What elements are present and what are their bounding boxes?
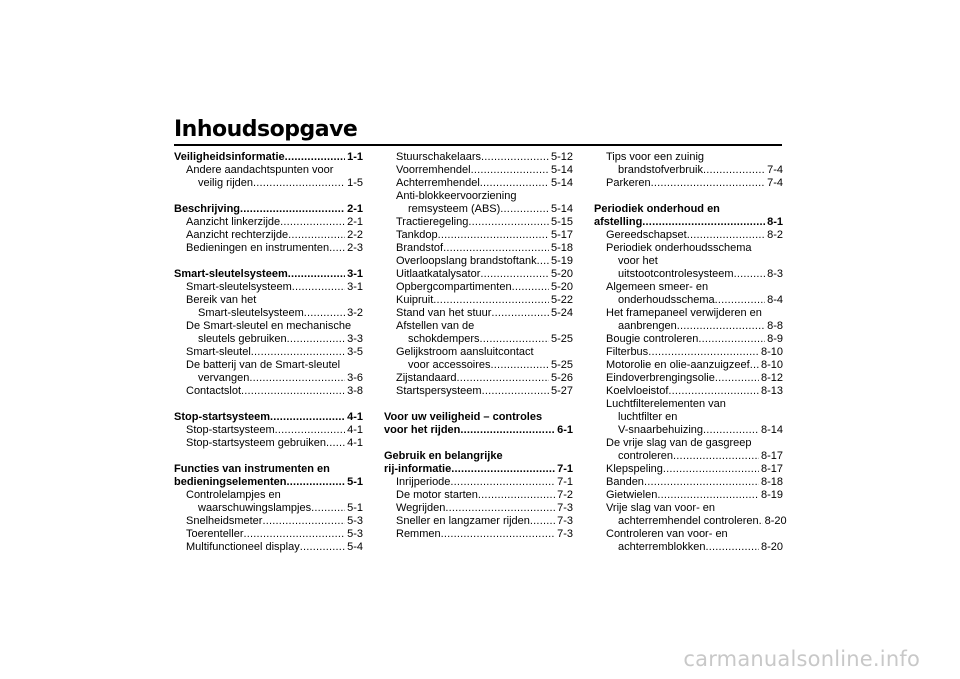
toc-entry[interactable]	[384, 372, 573, 385]
dot-leader	[300, 541, 345, 554]
toc-entry-text: aanbrengen	[618, 320, 677, 332]
toc-entry-text: rij-informatie	[384, 463, 452, 475]
toc-entry[interactable]	[174, 320, 363, 346]
dot-leader	[288, 229, 345, 242]
dot-leader	[262, 515, 345, 528]
toc-page-number: 3-8	[347, 385, 363, 397]
toc-entry-text: bedieningselementen	[174, 476, 287, 488]
section-spacer	[384, 437, 573, 450]
toc-entry-text: Opbergcompartimenten	[396, 281, 512, 293]
title-rule	[174, 144, 782, 146]
dot-leader	[438, 229, 549, 242]
dot-leader	[648, 346, 759, 359]
toc-entry-text: Gelijkstroom aansluitcontact	[396, 346, 534, 358]
toc-page-number: 8-10	[760, 346, 783, 358]
toc-page-number: 5-1	[347, 476, 363, 488]
toc-entry-text: Het framepaneel verwijderen en	[606, 307, 762, 319]
toc-page-number: 5-3	[347, 528, 363, 540]
dot-leader	[251, 346, 345, 359]
dot-leader	[734, 268, 766, 281]
page-title: Inhoudsopgave	[174, 117, 358, 142]
toc-entry-text: Afstellen van de	[396, 320, 475, 332]
toc-entry-text: De vrije slag van de gasgreep	[606, 437, 752, 449]
toc-entry[interactable]	[384, 346, 573, 372]
toc-entry-text: Voor uw veiligheid – controles	[384, 411, 543, 423]
dot-leader	[482, 385, 549, 398]
dot-leader	[677, 320, 765, 333]
toc-entry-text: Smart-sleutelsysteem	[198, 307, 304, 319]
toc-entry-text: Tankdop	[396, 229, 438, 241]
dot-leader	[512, 281, 549, 294]
toc-entry[interactable]	[594, 333, 783, 346]
toc-entry-text: onderhoudsschema	[618, 294, 715, 306]
toc-page-number: 8-19	[760, 489, 783, 501]
section-spacer	[174, 190, 363, 203]
dot-leader	[478, 489, 555, 502]
toc-entry[interactable]	[594, 528, 783, 554]
toc-page-number: 8-3	[767, 268, 783, 280]
toc-entry-text: Gereedschapset	[606, 229, 687, 241]
toc-entry-text: veilig rijden	[198, 177, 254, 189]
toc-entry-text: Luchtfilterelementen van	[606, 398, 726, 410]
dot-leader	[644, 476, 759, 489]
toc-entry[interactable]	[384, 385, 573, 398]
toc-entry-text: Filterbus	[606, 346, 649, 358]
toc-entry-text: Voorremhendel	[396, 164, 471, 176]
toc-page-number: 5-14	[550, 203, 573, 215]
toc-entry[interactable]	[594, 502, 787, 528]
toc-page-number: 4-1	[347, 411, 363, 423]
toc-page-number: 6-1	[557, 424, 573, 436]
toc-entry-text: Periodiek onderhoud en	[594, 203, 720, 215]
toc-page-number: 5-3	[347, 515, 363, 527]
toc-page-number: 2-1	[347, 203, 363, 215]
dot-leader	[698, 333, 765, 346]
toc-entry-text: Uitlaatkatalysator	[396, 268, 481, 280]
toc-page-number: 5-12	[550, 151, 573, 163]
dot-leader	[457, 372, 549, 385]
toc-entry-text: Smart-sleutelsysteem	[186, 281, 292, 293]
toc-entry-text: Achterremhendel	[396, 177, 480, 189]
section-spacer	[384, 398, 573, 411]
toc-page-number: 7-3	[557, 528, 573, 540]
toc-entry-text: uitstootcontrolesysteem	[618, 268, 734, 280]
toc-entry[interactable]	[384, 242, 573, 255]
toc-page-number: 5-17	[550, 229, 573, 241]
toc-entry[interactable]	[384, 216, 573, 229]
toc-entry-text: Controleren van voor- en	[606, 528, 728, 540]
toc-section-heading[interactable]	[174, 203, 363, 216]
dot-leader	[253, 177, 345, 190]
dot-leader	[433, 294, 549, 307]
dot-leader	[471, 164, 549, 177]
toc-entry-text: Startspersysteem	[396, 385, 482, 397]
section-spacer	[174, 398, 363, 411]
dot-leader	[326, 437, 345, 450]
toc-entry-text: Tractieregeling	[396, 216, 469, 228]
dot-leader	[705, 541, 759, 554]
section-spacer	[174, 255, 363, 268]
dot-leader	[270, 411, 345, 424]
toc-entry[interactable]	[594, 489, 783, 502]
toc-page-number: 5-24	[550, 307, 573, 319]
dot-leader	[468, 216, 549, 229]
toc-entry-text: afstelling	[594, 216, 643, 228]
toc-entry-text: V-snaarbehuizing	[618, 424, 704, 436]
toc-entry-text: Stuurschakelaars	[396, 151, 481, 163]
toc-page-number: 8-17	[760, 450, 783, 462]
dot-leader	[500, 203, 549, 216]
toc-page-number: 5-19	[550, 255, 573, 267]
dot-leader	[481, 151, 549, 164]
dot-leader	[715, 294, 765, 307]
toc-entry-text: Vrije slag van voor- en	[606, 502, 716, 514]
toc-entry-text: brandstofverbruik	[618, 164, 703, 176]
toc-entry-text: Multifunctioneel display	[186, 541, 300, 553]
toc-page-number: 7-3	[557, 502, 573, 514]
toc-entry[interactable]	[174, 294, 363, 320]
toc-entry[interactable]	[384, 177, 573, 190]
toc-entry[interactable]	[174, 164, 363, 190]
toc-page-number: 8-4	[767, 294, 783, 306]
toc-column-3	[594, 151, 787, 554]
toc-page-number: 8-12	[760, 372, 783, 384]
toc-entry-text: Andere aandachtspunten voor	[186, 164, 334, 176]
toc-entry-text: Smart-sleutelsysteem	[174, 268, 288, 280]
toc-entry-text: schokdempers	[408, 333, 480, 345]
dot-leader	[240, 203, 345, 216]
toc-entry[interactable]	[594, 307, 783, 333]
toc-entry[interactable]	[174, 229, 363, 242]
toc-column-1	[174, 151, 363, 554]
toc-entry-text: Stop-startsysteem gebruiken	[186, 437, 327, 449]
toc-entry[interactable]	[174, 385, 363, 398]
toc-entry-text: Beschrijving	[174, 203, 241, 215]
toc-page-number: 7-1	[557, 463, 573, 475]
dot-leader	[275, 424, 345, 437]
toc-entry[interactable]	[594, 385, 783, 398]
toc-entry-text: Functies van instrumenten en	[174, 463, 330, 475]
toc-entry-text: voor accessoires	[408, 359, 491, 371]
toc-entry-text: Koelvloeistof	[606, 385, 669, 397]
toc-page-number: 3-1	[347, 281, 363, 293]
toc-page-number: 8-13	[760, 385, 783, 397]
toc-entry-text: Wegrijden	[396, 502, 446, 514]
toc-entry-text: voor het	[618, 255, 658, 267]
toc-entry[interactable]	[594, 151, 783, 177]
toc-entry[interactable]	[384, 151, 573, 164]
toc-entry-text: Anti-blokkeervoorziening	[396, 190, 517, 202]
dot-leader	[450, 476, 555, 489]
dot-leader	[537, 255, 549, 268]
dot-leader	[673, 450, 759, 463]
dot-leader	[491, 307, 549, 320]
dot-leader	[703, 164, 765, 177]
toc-entry[interactable]	[594, 476, 783, 489]
dot-leader	[530, 515, 555, 528]
toc-entry-text: De motor starten	[396, 489, 478, 501]
toc-entry[interactable]	[594, 346, 783, 359]
dot-leader	[243, 528, 345, 541]
toc-page-number: 5-1	[347, 502, 363, 514]
dot-leader	[329, 242, 345, 255]
toc-page-number: 8-18	[760, 476, 783, 488]
toc-page-number: 5-4	[347, 541, 363, 553]
toc-section-heading[interactable]	[174, 268, 363, 281]
dot-leader	[241, 385, 345, 398]
toc-entry[interactable]	[594, 281, 783, 307]
toc-section-heading[interactable]	[174, 463, 363, 489]
dot-leader	[715, 372, 759, 385]
toc-page-number: 5-18	[550, 242, 573, 254]
toc-entry-text: controleren	[618, 450, 674, 462]
dot-leader	[311, 502, 345, 515]
toc-entry[interactable]	[384, 294, 573, 307]
toc-entry-text: Bereik van het	[186, 294, 257, 306]
toc-entry[interactable]	[594, 229, 783, 242]
toc-entry[interactable]	[174, 359, 363, 385]
toc-page-number: 1-1	[347, 151, 363, 163]
dot-leader	[703, 424, 759, 437]
toc-column-2	[384, 151, 573, 541]
dot-leader	[288, 268, 345, 281]
toc-entry-text: Aanzicht linkerzijde	[186, 216, 281, 228]
toc-entry[interactable]	[384, 489, 573, 502]
dot-leader	[292, 281, 345, 294]
toc-page-number: 7-2	[557, 489, 573, 501]
toc-entry[interactable]	[174, 437, 363, 450]
toc-page-number: 8-17	[760, 463, 783, 475]
toc-section-heading[interactable]	[594, 203, 783, 229]
toc-page-number: 3-1	[347, 268, 363, 280]
toc-entry-text: Snelheidsmeter	[186, 515, 263, 527]
toc-page-number: 5-26	[550, 372, 573, 384]
toc-page-number: 7-4	[767, 164, 783, 176]
toc-section-heading[interactable]	[384, 450, 573, 476]
toc-entry-text: Stop-startsysteem	[186, 424, 275, 436]
toc-entry-text: Overloopslang brandstoftank	[396, 255, 537, 267]
dot-leader	[304, 307, 345, 320]
dot-leader	[451, 463, 555, 476]
toc-page-number: 8-9	[767, 333, 783, 345]
toc-entry[interactable]	[594, 359, 783, 372]
toc-page-number: 4-1	[347, 424, 363, 436]
toc-entry[interactable]	[384, 229, 573, 242]
dot-leader	[286, 476, 345, 489]
toc-entry[interactable]	[384, 502, 573, 515]
toc-entry[interactable]	[384, 476, 573, 489]
toc-entry[interactable]	[384, 255, 573, 268]
toc-entry[interactable]	[384, 515, 573, 528]
toc-entry[interactable]	[594, 177, 783, 190]
toc-entry[interactable]	[384, 268, 573, 281]
toc-entry[interactable]	[174, 216, 363, 229]
toc-entry[interactable]	[594, 242, 783, 281]
dot-leader	[668, 385, 759, 398]
toc-entry[interactable]	[594, 372, 783, 385]
toc-entry-text: Controlelampjes en	[186, 489, 281, 501]
toc-entry-text: Stand van het stuur	[396, 307, 492, 319]
toc-entry-text: Eindoverbrengingsolie	[606, 372, 715, 384]
toc-entry-text: voor het rijden	[384, 424, 461, 436]
toc-entry-text: Sneller en langzamer rijden	[396, 515, 530, 527]
toc-page-number: 5-27	[550, 385, 573, 397]
toc-entry-text: Gebruik en belangrijke	[384, 450, 503, 462]
toc-entry[interactable]	[174, 528, 363, 541]
toc-entry-text: sleutels gebruiken	[198, 333, 287, 345]
toc-entry-text: Smart-sleutel	[186, 346, 251, 358]
toc-page-number: 7-4	[767, 177, 783, 189]
dot-leader	[657, 489, 759, 502]
toc-entry[interactable]	[174, 515, 363, 528]
toc-page-number: 4-1	[347, 437, 363, 449]
dot-leader	[285, 151, 345, 164]
toc-page-number: 3-6	[347, 372, 363, 384]
toc-entry[interactable]	[174, 281, 363, 294]
toc-page-number: 2-2	[347, 229, 363, 241]
toc-entry-text: Contactslot	[186, 385, 242, 397]
toc-entry-text: Klepspeling	[606, 463, 663, 475]
toc-entry[interactable]	[594, 398, 783, 437]
dot-leader	[750, 359, 759, 372]
dot-leader	[651, 177, 765, 190]
toc-page-number: 8-14	[760, 424, 783, 436]
toc-section-heading[interactable]	[384, 411, 573, 437]
toc-entry-text: Motorolie en olie-aanzuigzeef	[606, 359, 750, 371]
dot-leader	[687, 229, 765, 242]
toc-page-number: 1-5	[347, 177, 363, 189]
dot-leader	[663, 463, 759, 476]
dot-leader	[443, 242, 549, 255]
toc-entry[interactable]	[384, 164, 573, 177]
toc-page-number: 5-25	[550, 359, 573, 371]
dot-leader	[441, 528, 555, 541]
toc-entry[interactable]	[594, 463, 783, 476]
toc-entry-text: luchtfilter en	[618, 411, 678, 423]
toc-page-number: 7-3	[557, 515, 573, 527]
toc-entry-text: Algemeen smeer- en	[606, 281, 709, 293]
dot-leader	[280, 216, 345, 229]
section-spacer	[594, 190, 783, 203]
toc-entry-text: Remmen	[396, 528, 441, 540]
toc-page-number: 8-2	[767, 229, 783, 241]
toc-entry-text: Veiligheidsinformatie	[174, 151, 285, 163]
toc-page-number: 5-14	[550, 164, 573, 176]
toc-page-number: 5-20	[550, 281, 573, 293]
dot-leader	[480, 333, 549, 346]
toc-page-number: 7-1	[557, 476, 573, 488]
toc-page-number: 8-20	[760, 541, 783, 553]
toc-section-heading[interactable]	[174, 151, 363, 164]
toc-entry-text: Gietwielen	[606, 489, 658, 501]
toc-page-number: 5-25	[550, 333, 573, 345]
toc-entry-text: De batterij van de Smart-sleutel	[186, 359, 341, 371]
toc-page-number: 5-14	[550, 177, 573, 189]
toc-entry-text: Inrijperiode	[396, 476, 451, 488]
toc-entry-text: Zijstandaard	[396, 372, 457, 384]
toc-entry[interactable]	[174, 242, 363, 255]
toc-entry[interactable]	[384, 281, 573, 294]
toc-entry-text: waarschuwingslampjes	[198, 502, 312, 514]
toc-entry-text: Stop-startsysteem	[174, 411, 270, 423]
dot-leader	[460, 424, 555, 437]
section-spacer	[174, 450, 363, 463]
toc-page-number: 3-2	[347, 307, 363, 319]
dot-leader	[480, 177, 549, 190]
toc-entry-text: Bougie controleren	[606, 333, 699, 345]
toc-entry[interactable]	[384, 190, 573, 216]
dot-leader	[642, 216, 765, 229]
toc-page-number: 3-3	[347, 333, 363, 345]
toc-entry[interactable]	[594, 437, 783, 463]
toc-page-number: 5-15	[550, 216, 573, 228]
toc-entry[interactable]	[384, 528, 573, 541]
toc-entry-text: Aanzicht rechterzijde	[186, 229, 289, 241]
dot-leader	[445, 502, 555, 515]
toc-entry[interactable]	[174, 424, 363, 437]
toc-entry-text: achterremblokken	[618, 541, 706, 553]
toc-entry-text: Brandstof	[396, 242, 444, 254]
toc-page-number: 8-20	[764, 515, 787, 527]
watermark-footer: carmanualsonline.info	[683, 647, 920, 671]
toc-entry-text: Periodiek onderhoudsschema	[606, 242, 752, 254]
dot-leader	[287, 333, 345, 346]
toc-page-number: 8-1	[767, 216, 783, 228]
toc-entry-text: Toerenteller	[186, 528, 244, 540]
toc-entry-text: vervangen	[198, 372, 250, 384]
toc-entry-text: Tips voor een zuinig	[606, 151, 705, 163]
toc-section-heading[interactable]	[174, 411, 363, 424]
toc-entry-text: Parkeren	[606, 177, 651, 189]
toc-page-number: 5-22	[550, 294, 573, 306]
toc-entry[interactable]	[384, 320, 573, 346]
toc-page-number: 3-5	[347, 346, 363, 358]
dot-leader	[480, 268, 549, 281]
toc-page-number: 2-3	[347, 242, 363, 254]
toc-entry-text: Banden	[606, 476, 644, 488]
toc-entry[interactable]	[384, 307, 573, 320]
dot-leader	[249, 372, 345, 385]
toc-entry-text: achterremhendel controleren	[618, 515, 759, 527]
toc-entry-text: Bedieningen en instrumenten	[186, 242, 330, 254]
toc-entry[interactable]	[174, 346, 363, 359]
toc-page-number: 2-1	[347, 216, 363, 228]
toc-page-number: 5-20	[550, 268, 573, 280]
toc-entry-text: De Smart-sleutel en mechanische	[186, 320, 352, 332]
toc-entry-text: remsysteem (ABS)	[408, 203, 501, 215]
toc-entry[interactable]	[174, 541, 363, 554]
dot-leader	[491, 359, 549, 372]
toc-entry[interactable]	[174, 489, 363, 515]
toc-page-number: 8-8	[767, 320, 783, 332]
toc-page-number: 8-10	[760, 359, 783, 371]
toc-entry-text: Kuipruit	[396, 294, 434, 306]
